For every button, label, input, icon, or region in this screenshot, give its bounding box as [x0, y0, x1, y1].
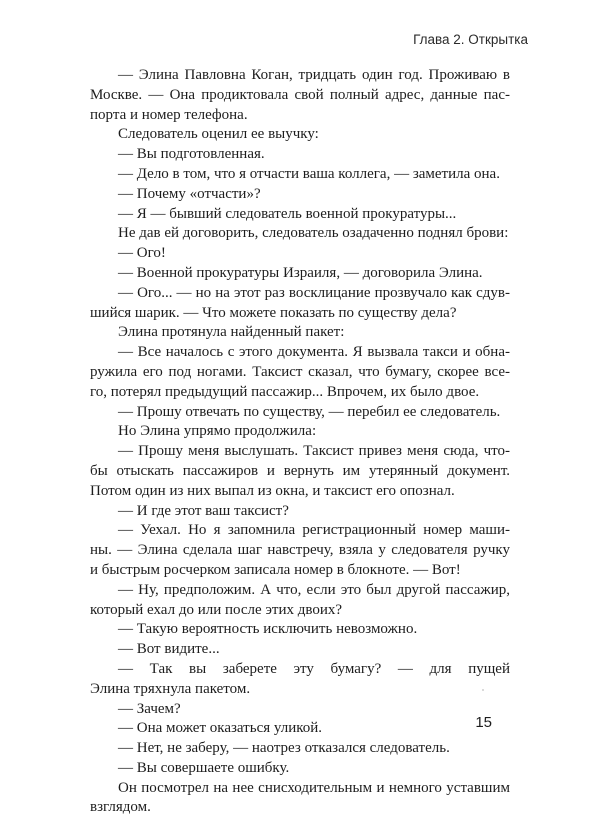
text-line: — Ну, предположим. А что, если это был другой пассажир,: [118, 581, 510, 598]
text-line: — Все началось с этого документа. Я вызвала такси и обна-: [118, 344, 510, 361]
text-line: — И где этот ваш таксист?: [118, 502, 289, 519]
text-line: Москве. — Она продиктовала свой полный адрес, данные пас-: [90, 86, 510, 103]
text-line: — Прошу меня выслушать. Таксист привез меня сюда, что-: [118, 443, 510, 460]
text-line: порта и номер телефона.: [90, 106, 248, 123]
text-line: — Ого!: [118, 245, 166, 262]
text-line: Потом один из них выпал из окна, и таксист его опознал.: [90, 482, 455, 499]
text-line: и быстрым росчерком записала номер в блокноте. — Вот!: [90, 561, 461, 578]
text-line: Элина тряхнула пакетом.: [90, 680, 251, 697]
text-line: Элина протянула найденный пакет:: [118, 324, 345, 341]
text-line: взглядом.: [90, 799, 151, 816]
text-line: который ехал до или после этих двоих?: [90, 601, 343, 618]
text-line: — Элина Павловна Коган, тридцать один год. Проживаю в: [118, 67, 510, 83]
text-line: — Вы совершаете ошибку.: [118, 759, 290, 776]
text-line: — Зачем?: [118, 700, 181, 717]
text-line: — Дело в том, что я отчасти ваша коллега, — заметила она.: [118, 165, 500, 182]
text-line: Он посмотрел на нее снисходительным и немного уставшим: [118, 779, 510, 796]
text-line: — Уехал. Но я запомнила регистрационный номер маши-: [118, 522, 510, 539]
text-line: — Вот видите...: [118, 641, 220, 658]
paper-speck: [482, 689, 484, 691]
text-line: — Я — бывший следователь военной прокуратуры...: [118, 205, 457, 222]
text-line: го, потерял предыдущий пассажир... Впрочем, их было двое.: [90, 383, 480, 400]
text-line: Но Элина упрямо продолжила:: [118, 423, 317, 440]
text-line: — Прошу отвечать по существу, — перебил ее следователь.: [118, 403, 501, 420]
text-line: — Так вы заберете эту бумагу? — для пущей: [118, 660, 510, 677]
text-line: Не дав ей договорить, следователь озадаченно поднял брови:: [118, 225, 509, 242]
text-line: — Она может оказаться уликой.: [118, 720, 323, 737]
text-line: ны. — Элина сделала шаг навстречу, взяла у следователя ручку: [90, 542, 510, 559]
body-text: [90, 66, 510, 818]
text-line: — Нет, не заберу, — наотрез отказался следователь.: [118, 740, 450, 757]
text-line: ружила его под ногами. Таксист сказал, что бумагу, скорее все-: [90, 363, 510, 380]
text-line: — Ого... — но на этот раз восклицание прозвучало как сдув-: [118, 284, 510, 301]
text-line: шийся шарик. — Что можете показать по существу дела?: [90, 304, 457, 321]
text-line: — Военной прокуратуры Израиля, — договорила Элина.: [118, 264, 483, 281]
text-line: — Такую вероятность исключить невозможно.: [118, 621, 418, 638]
page-number: 15: [475, 714, 492, 731]
text-line: — Почему «отчасти»?: [118, 185, 261, 202]
text-line: — Вы подготовленная.: [118, 146, 265, 163]
text-line: бы отыскать пассажиров и вернуть им утерянный документ.: [90, 462, 510, 479]
text-line: Следователь оценил ее выучку:: [118, 126, 319, 143]
chapter-running-head: Глава 2. Открытка: [413, 32, 528, 47]
